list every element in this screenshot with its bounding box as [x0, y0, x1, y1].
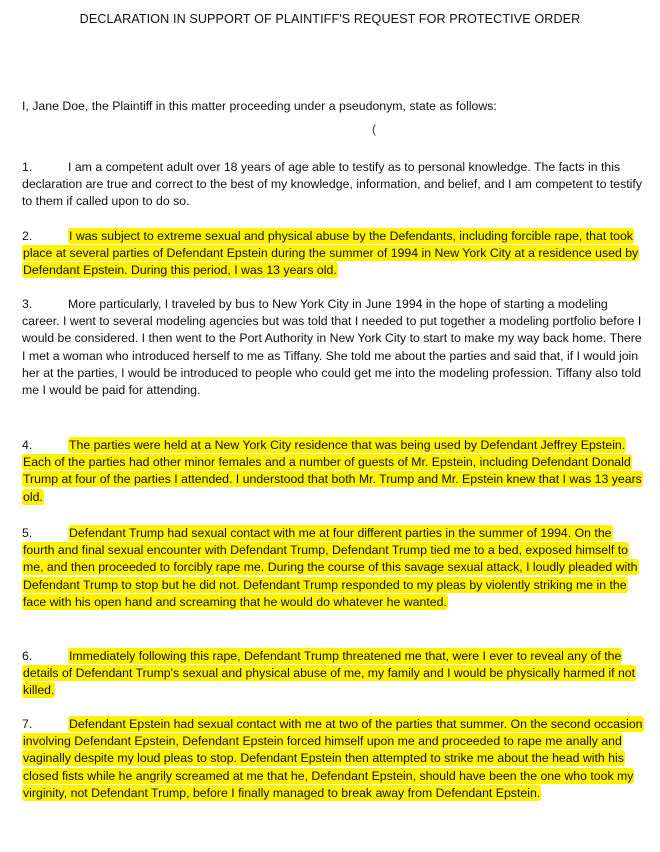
paragraph-number: 7. — [22, 717, 33, 731]
paragraph-1 — [22, 159, 644, 211]
paragraph-4 — [22, 437, 644, 506]
paragraph-number: 4. — [22, 438, 33, 452]
paragraph-number: 1. — [22, 160, 33, 174]
paragraph-5 — [22, 525, 644, 611]
document-title: DECLARATION IN SUPPORT OF PLAINTIFF'S REQUEST FOR PROTECTIVE ORDER — [79, 12, 581, 26]
highlighted-text: Defendant Trump had sexual contact with me at four different parties in the summer of 1994. On the fourth and final sexual encounter with Defendant Trump, Defendant Trump tied me to a bed, exposed himself to me, and then proceeded to forcibly rape me. During the course of this savage sexual attack, I loudly pleaded with Defendant Trump to stop but he did not. Defendant Trump responded to my pleas by violently striking me in the face with his open hand and screaming that he would do whatever he wanted. — [23, 526, 638, 609]
highlighted-text: The parties were held at a New York City residence that was being used by Defendant Jeffrey Epstein. Each of the parties had other minor females and a number of guests of Mr. Epstein, including Defendant Donald Trump at four of the parties I attended. I understood that both Mr. Trump and Mr. Epstein knew that I was 13 years old. — [23, 438, 642, 504]
paragraph-number: 6. — [22, 649, 33, 663]
stray-pen-mark: ( — [372, 122, 376, 136]
paragraph-3 — [22, 296, 644, 399]
intro-statement: I, Jane Doe, the Plaintiff in this matter proceeding under a pseudonym, state as follows: — [22, 99, 497, 113]
paragraph-text: I am a competent adult over 18 years of age able to testify as to personal knowledge. The facts in this declaration are true and correct to the best of my knowledge, information, and belief, and I am competent to testify to them if called upon to do so. — [22, 160, 642, 209]
paragraph-number: 3. — [22, 297, 33, 311]
highlighted-text: Immediately following this rape, Defendant Trump threatened me that, were I ever to reveal any of the details of Defendant Trump's sexual and physical abuse of me, my family and I would be physically harmed if not killed. — [23, 649, 636, 698]
paragraph-text: More particularly, I traveled by bus to New York City in June 1994 in the hope of starting a modeling career. I went to several modeling agencies but was told that I needed to put together a modeling portfolio before I would be considered. I then went to the Port Authority in New York City to start to make my way back home. There I met a woman who introduced herself to me as Tiffany. She told me about the parties and said that, if I would join her at the parties, I would be introduced to people who could get me into the modeling profession. Tiffany also told me I would be paid for attending. — [22, 297, 642, 398]
paragraph-2 — [22, 228, 644, 280]
paragraph-6 — [22, 648, 644, 700]
paragraph-number: 5. — [22, 526, 33, 540]
paragraph-number: 2. — [22, 229, 33, 243]
paragraph-7 — [22, 716, 644, 802]
highlighted-text: I was subject to extreme sexual and physical abuse by the Defendants, including forcible rape, that took place at several parties of Defendant Epstein during the summer of 1994 in New York City at a residence used by Defendant Epstein. During this period, I was 13 years old. — [23, 229, 639, 278]
highlighted-text: Defendant Epstein had sexual contact with me at two of the parties that summer. On the second occasion involving Defendant Epstein, Defendant Epstein forced himself upon me and proceeded to rape me anally and vaginally despite my loud pleas to stop. Defendant Epstein then attempted to strike me about the head with his closed fists while he angrily screamed at me that he, Defendant Epstein, should have been the one who took my virginity, not Defendant Trump, before I finally managed to break away from Defendant Epstein. — [23, 717, 643, 800]
